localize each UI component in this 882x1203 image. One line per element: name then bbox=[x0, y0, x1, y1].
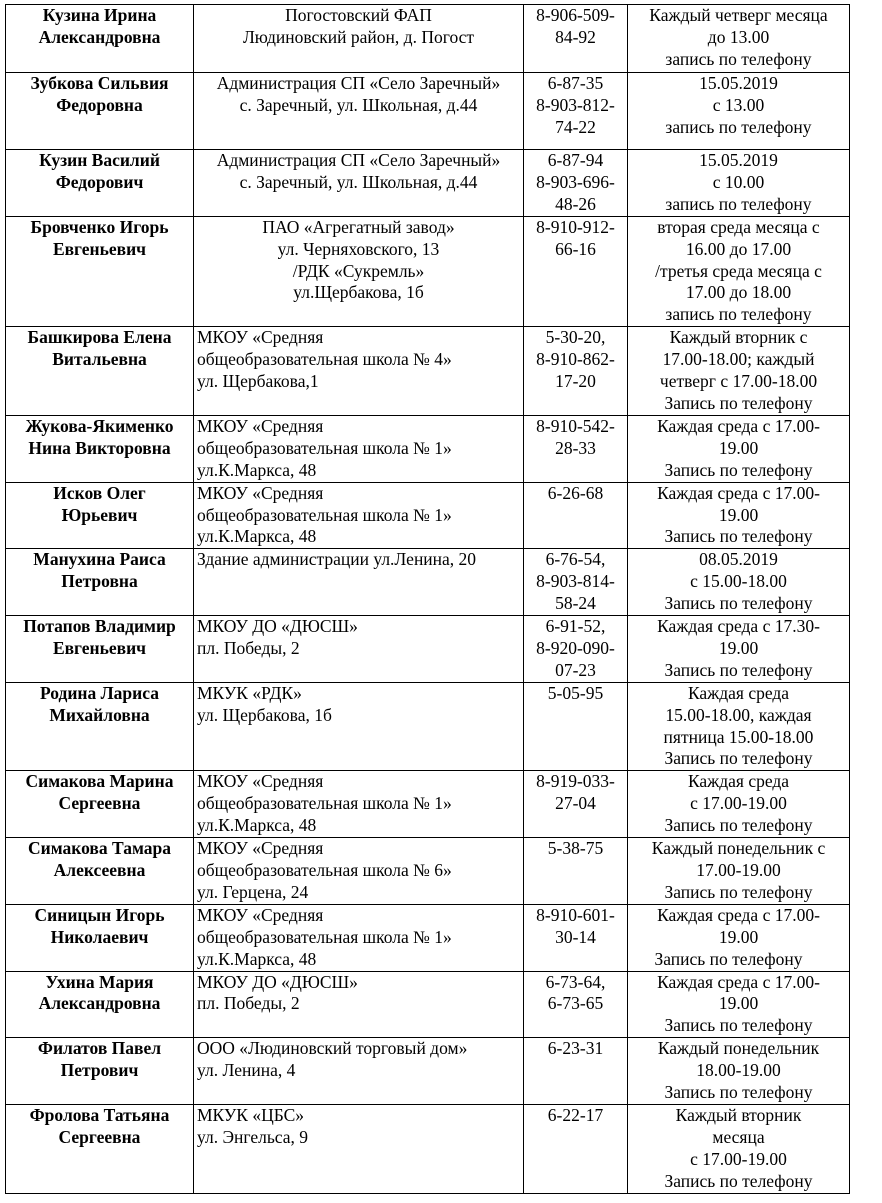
location-line: Погостовский ФАП bbox=[285, 5, 432, 25]
location-cell bbox=[194, 327, 524, 416]
location-line: Администрация СП «Село Заречный» bbox=[216, 73, 501, 93]
person-name-cell bbox=[6, 73, 194, 150]
location-line: ул.К.Маркса, 48 bbox=[197, 948, 317, 969]
schedule-line: Каждая среда с 17.00- bbox=[657, 904, 820, 925]
schedule-cell bbox=[628, 682, 850, 771]
schedule-line: /третья среда месяца с bbox=[655, 260, 822, 281]
location-line: МКОУ ДО «ДЮСШ» bbox=[197, 971, 358, 992]
schedule-line: 15.05.2019 bbox=[699, 150, 778, 170]
phone-line: 8-903-812- bbox=[536, 94, 615, 115]
schedule-line: Запись по телефону bbox=[664, 881, 813, 902]
name-line: Исков Олег bbox=[53, 482, 146, 503]
person-name-cell bbox=[6, 1104, 194, 1193]
name-line: Кузина Ирина bbox=[42, 5, 157, 25]
name-line: Николаевич bbox=[50, 926, 149, 947]
location-cell bbox=[194, 616, 524, 683]
phone-line: 5-30-20, bbox=[545, 327, 606, 348]
location-line: общеобразовательная школа № 4» bbox=[197, 349, 452, 370]
location-line: ул.К.Маркса, 48 bbox=[197, 459, 317, 480]
table-row bbox=[6, 1104, 850, 1193]
location-line: с. Заречный, ул. Школьная, д.44 bbox=[239, 94, 478, 115]
name-line: Витальевна bbox=[52, 349, 147, 370]
name-line: Михайловна bbox=[49, 704, 150, 725]
schedule-line: Каждая среда bbox=[687, 682, 790, 703]
schedule-line: Запись по телефону bbox=[664, 659, 813, 680]
name-line: Алексеевна bbox=[53, 860, 146, 880]
name-line: Ухина Мария bbox=[45, 971, 154, 992]
location-line: общеобразовательная школа № 1» bbox=[197, 926, 452, 947]
phone-cell bbox=[524, 771, 628, 838]
schedule-cell bbox=[628, 73, 850, 150]
name-line: Родина Лариса bbox=[40, 682, 159, 703]
phone-cell bbox=[524, 482, 628, 549]
schedule-line: до 13.00 bbox=[707, 26, 770, 47]
schedule-cell bbox=[628, 904, 850, 971]
name-line: Евгеньевич bbox=[52, 637, 147, 658]
phone-line: 6-73-64, bbox=[545, 971, 606, 992]
table-row bbox=[6, 216, 850, 327]
phone-line: 6-23-31 bbox=[547, 1038, 604, 1059]
phone-cell bbox=[524, 549, 628, 616]
schedule-line: Каждый понедельник bbox=[657, 1038, 820, 1059]
location-line: пл. Победы, 2 bbox=[197, 993, 300, 1014]
person-name-cell bbox=[6, 150, 194, 217]
name-line: Александровна bbox=[38, 26, 161, 47]
schedule-line: 16.00 до 17.00 bbox=[685, 238, 792, 259]
person-name-cell bbox=[6, 682, 194, 771]
schedule-line: пятница 15.00-18.00 bbox=[663, 726, 814, 747]
schedule-cell bbox=[628, 971, 850, 1038]
location-line: пл. Победы, 2 bbox=[197, 637, 300, 658]
schedule-line: запись по телефону bbox=[665, 48, 812, 69]
schedule-line: Каждый вторник bbox=[675, 1104, 802, 1125]
schedule-line: запись по телефону bbox=[665, 304, 812, 325]
location-line: ул.К.Маркса, 48 bbox=[197, 526, 317, 547]
phone-line: 5-38-75 bbox=[547, 838, 604, 859]
schedule-line: месяца bbox=[712, 1126, 765, 1147]
schedule-line: 19.00 bbox=[718, 926, 759, 947]
location-cell bbox=[194, 482, 524, 549]
location-cell bbox=[194, 1038, 524, 1105]
phone-line: 6-26-68 bbox=[547, 482, 604, 503]
schedule-line: Запись по телефону bbox=[664, 459, 813, 480]
name-line: Симакова Марина bbox=[25, 771, 174, 792]
schedule-line: Каждый вторник с bbox=[669, 327, 808, 348]
name-line: Жукова-Якименко bbox=[25, 415, 174, 436]
schedule-line: 17.00 до 18.00 bbox=[685, 282, 792, 303]
name-line: Зубкова Сильвия bbox=[30, 73, 169, 93]
schedule-line: с 17.00-19.00 bbox=[690, 793, 787, 814]
schedule-line: Каждый четверг месяца bbox=[649, 5, 828, 25]
phone-cell bbox=[524, 73, 628, 150]
person-name-cell bbox=[6, 771, 194, 838]
table-row bbox=[6, 549, 850, 616]
schedule-line: Запись по телефону bbox=[664, 1170, 813, 1191]
phone-line: 28-33 bbox=[555, 437, 596, 458]
name-line: Потапов Владимир bbox=[23, 616, 176, 637]
schedule-line: Каждая среда с 17.00- bbox=[657, 971, 820, 992]
schedule-cell bbox=[628, 1104, 850, 1193]
location-line: ул. Энгельса, 9 bbox=[197, 1126, 309, 1147]
schedule-line: 19.00 bbox=[718, 637, 759, 658]
location-line: общеобразовательная школа № 1» bbox=[197, 793, 452, 814]
location-line: МКОУ «Средняя bbox=[197, 482, 324, 503]
location-cell bbox=[194, 150, 524, 217]
location-line: Здание администрации ул.Ленина, 20 bbox=[197, 549, 477, 570]
table-row bbox=[6, 415, 850, 482]
phone-line: 84-92 bbox=[555, 26, 596, 47]
schedule-line: 17.00-19.00 bbox=[696, 860, 781, 880]
schedule-cell bbox=[628, 771, 850, 838]
location-line: ул. Щербакова, 1б bbox=[197, 704, 332, 725]
schedule-line: Запись по телефону bbox=[664, 815, 813, 836]
schedule-line: 15.00-18.00, каждая bbox=[665, 704, 812, 725]
phone-cell bbox=[524, 1104, 628, 1193]
phone-line: 6-76-54, bbox=[545, 549, 606, 570]
location-line: с. Заречный, ул. Школьная, д.44 bbox=[239, 171, 478, 192]
schedule-cell bbox=[628, 415, 850, 482]
schedule-cell bbox=[628, 549, 850, 616]
phone-line: 8-920-090- bbox=[536, 637, 615, 658]
location-line: /РДК «Сукремль» bbox=[292, 260, 425, 281]
phone-cell bbox=[524, 1038, 628, 1105]
location-line: МКУК «ЦБС» bbox=[197, 1104, 305, 1125]
schedule-cell bbox=[628, 150, 850, 217]
location-cell bbox=[194, 682, 524, 771]
schedule-line: 17.00-18.00; каждый bbox=[662, 349, 815, 370]
phone-line: 8-919-033- bbox=[536, 771, 615, 792]
table-row bbox=[6, 73, 850, 150]
schedule-line: 18.00-19.00 bbox=[696, 1060, 781, 1081]
location-cell bbox=[194, 771, 524, 838]
person-name-cell bbox=[6, 616, 194, 683]
person-name-cell bbox=[6, 838, 194, 905]
schedule-line: Запись по телефону bbox=[664, 392, 813, 413]
person-name-cell bbox=[6, 1038, 194, 1105]
person-name-cell bbox=[6, 5, 194, 73]
table-row bbox=[6, 1038, 850, 1105]
location-cell bbox=[194, 73, 524, 150]
location-line: общеобразовательная школа № 1» bbox=[197, 504, 452, 525]
phone-line: 8-910-862- bbox=[536, 349, 615, 370]
location-cell bbox=[194, 5, 524, 73]
name-line: Юрьевич bbox=[61, 504, 138, 525]
location-line: МКОУ ДО «ДЮСШ» bbox=[197, 616, 358, 637]
location-line: МКОУ «Средняя bbox=[197, 327, 324, 348]
phone-cell bbox=[524, 682, 628, 771]
phone-line: 17-20 bbox=[555, 371, 596, 392]
location-cell bbox=[194, 415, 524, 482]
location-line: ООО «Людиновский торговый дом» bbox=[197, 1038, 468, 1059]
schedule-line: Запись по телефону bbox=[664, 593, 813, 614]
name-line: Симакова Тамара bbox=[27, 838, 172, 859]
table-row bbox=[6, 327, 850, 416]
name-line: Кузин Василий bbox=[39, 150, 160, 170]
location-line: МКУК «РДК» bbox=[197, 682, 302, 703]
phone-cell bbox=[524, 415, 628, 482]
schedule-cell bbox=[628, 838, 850, 905]
schedule-cell bbox=[628, 5, 850, 73]
schedule-line: 19.00 bbox=[718, 993, 759, 1014]
location-cell bbox=[194, 549, 524, 616]
phone-cell bbox=[524, 616, 628, 683]
name-line: Петровна bbox=[61, 571, 138, 592]
schedule-cell bbox=[628, 616, 850, 683]
name-line: Сергеевна bbox=[58, 793, 141, 814]
schedule-line: с 10.00 bbox=[712, 171, 765, 192]
schedule-line: с 15.00-18.00 bbox=[690, 571, 787, 592]
location-line: ул.К.Маркса, 48 bbox=[197, 815, 317, 836]
schedule-line: Каждая среда с 17.30- bbox=[657, 616, 820, 637]
location-cell bbox=[194, 216, 524, 327]
phone-line: 66-16 bbox=[555, 238, 596, 259]
person-name-cell bbox=[6, 327, 194, 416]
name-line: Нина Викторовна bbox=[28, 437, 171, 458]
phone-line: 30-14 bbox=[555, 926, 596, 947]
table-row bbox=[6, 838, 850, 905]
table-row bbox=[6, 482, 850, 549]
phone-line: 8-910-542- bbox=[536, 415, 615, 436]
phone-line: 58-24 bbox=[555, 593, 596, 614]
location-cell bbox=[194, 904, 524, 971]
person-name-cell bbox=[6, 482, 194, 549]
phone-cell bbox=[524, 327, 628, 416]
phone-line: 8-903-814- bbox=[536, 571, 615, 592]
phone-cell bbox=[524, 150, 628, 217]
phone-line: 07-23 bbox=[555, 659, 596, 680]
schedule-line: Каждая среда с 17.00- bbox=[657, 415, 820, 436]
location-line: ул. Герцена, 24 bbox=[197, 881, 309, 902]
phone-line: 48-26 bbox=[555, 193, 596, 214]
schedule-line: с 13.00 bbox=[712, 94, 765, 115]
schedule-cell bbox=[628, 327, 850, 416]
table-row bbox=[6, 904, 850, 971]
location-cell bbox=[194, 838, 524, 905]
schedule-line: Каждый понедельник с bbox=[651, 838, 826, 859]
schedule-line: запись по телефону bbox=[665, 193, 812, 214]
phone-cell bbox=[524, 5, 628, 73]
location-line: ул. Щербакова,1 bbox=[197, 371, 319, 392]
name-line: Фролова Татьяна bbox=[29, 1104, 170, 1125]
location-line: Людиновский район, д. Погост bbox=[242, 26, 475, 47]
schedule-line: Запись по телефону bbox=[654, 948, 803, 969]
location-line: ПАО «Агрегатный завод» bbox=[262, 216, 455, 237]
location-line: МКОУ «Средняя bbox=[197, 838, 324, 859]
name-line: Манухина Раиса bbox=[33, 549, 166, 570]
table-row bbox=[6, 5, 850, 73]
person-name-cell bbox=[6, 549, 194, 616]
location-cell bbox=[194, 1104, 524, 1193]
location-line: ул.Щербакова, 1б bbox=[293, 282, 424, 303]
schedule-cell bbox=[628, 1038, 850, 1105]
phone-line: 8-910-601- bbox=[536, 904, 615, 925]
person-name-cell bbox=[6, 216, 194, 327]
phone-line: 74-22 bbox=[555, 116, 596, 137]
phone-line: 6-87-94 bbox=[547, 150, 604, 170]
name-line: Синицын Игорь bbox=[34, 904, 165, 925]
schedule-line: Каждая среда с 17.00- bbox=[657, 482, 820, 503]
phone-line: 6-22-17 bbox=[547, 1104, 604, 1125]
phone-line: 5-05-95 bbox=[547, 682, 604, 703]
table-row bbox=[6, 682, 850, 771]
name-line: Бровченко Игорь bbox=[30, 216, 169, 237]
name-line: Филатов Павел bbox=[37, 1038, 162, 1059]
phone-line: 6-91-52, bbox=[545, 616, 606, 637]
phone-cell bbox=[524, 971, 628, 1038]
schedule-line: с 17.00-19.00 bbox=[690, 1148, 787, 1169]
location-line: Администрация СП «Село Заречный» bbox=[216, 150, 501, 170]
person-name-cell bbox=[6, 415, 194, 482]
name-line: Федоровна bbox=[56, 94, 143, 115]
table-row bbox=[6, 150, 850, 217]
person-name-cell bbox=[6, 971, 194, 1038]
location-cell bbox=[194, 971, 524, 1038]
table-row bbox=[6, 971, 850, 1038]
phone-line: 8-910-912- bbox=[536, 216, 615, 237]
schedule-cell bbox=[628, 482, 850, 549]
table-row bbox=[6, 771, 850, 838]
location-line: ул. Ленина, 4 bbox=[197, 1060, 296, 1081]
phone-cell bbox=[524, 838, 628, 905]
location-line: МКОУ «Средняя bbox=[197, 771, 324, 792]
reception-schedule-table bbox=[5, 4, 850, 1194]
schedule-line: Запись по телефону bbox=[664, 1015, 813, 1036]
schedule-line: 19.00 bbox=[718, 504, 759, 525]
person-name-cell bbox=[6, 904, 194, 971]
phone-line: 27-04 bbox=[555, 793, 596, 814]
location-line: общеобразовательная школа № 6» bbox=[197, 860, 452, 880]
schedule-line: 08.05.2019 bbox=[699, 549, 778, 570]
name-line: Петрович bbox=[60, 1060, 139, 1081]
name-line: Евгеньевич bbox=[52, 238, 147, 259]
name-line: Башкирова Елена bbox=[27, 327, 172, 348]
location-line: ул. Черняховского, 13 bbox=[277, 238, 440, 259]
phone-line: 6-87-35 bbox=[547, 73, 604, 93]
location-line: МКОУ «Средняя bbox=[197, 415, 324, 436]
phone-cell bbox=[524, 904, 628, 971]
name-line: Федорович bbox=[55, 171, 144, 192]
schedule-line: вторая среда месяца с bbox=[657, 216, 820, 237]
phone-cell bbox=[524, 216, 628, 327]
phone-line: 6-73-65 bbox=[547, 993, 604, 1014]
schedule-line: Запись по телефону bbox=[664, 526, 813, 547]
schedule-line: Каждая среда bbox=[687, 771, 790, 792]
schedule-line: запись по телефону bbox=[665, 116, 812, 137]
schedule-line: 15.05.2019 bbox=[699, 73, 778, 93]
schedule-line: четверг с 17.00-18.00 bbox=[659, 371, 818, 392]
name-line: Сергеевна bbox=[58, 1126, 141, 1147]
table-row bbox=[6, 616, 850, 683]
schedule-line: 19.00 bbox=[718, 437, 759, 458]
schedule-line: Запись по телефону bbox=[664, 1082, 813, 1103]
location-line: МКОУ «Средняя bbox=[197, 904, 324, 925]
location-line: общеобразовательная школа № 1» bbox=[197, 437, 452, 458]
phone-line: 8-903-696- bbox=[536, 171, 615, 192]
name-line: Александровна bbox=[38, 993, 161, 1014]
schedule-cell bbox=[628, 216, 850, 327]
schedule-line: Запись по телефону bbox=[664, 748, 813, 769]
phone-line: 8-906-509- bbox=[536, 5, 615, 25]
